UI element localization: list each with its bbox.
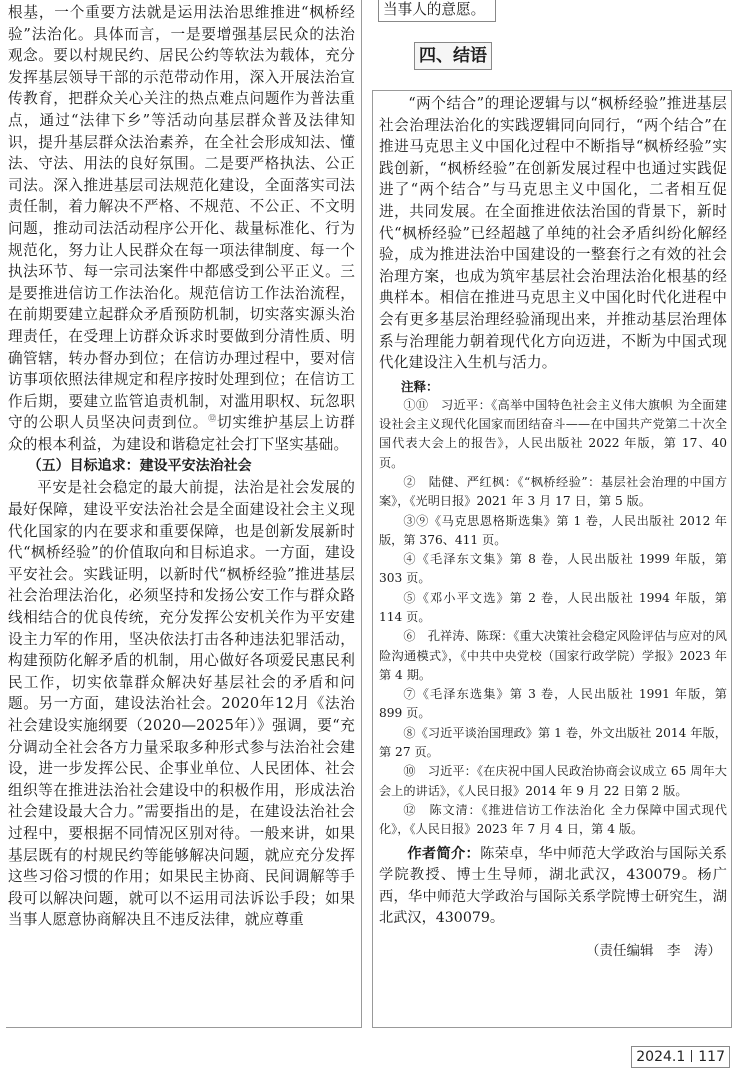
note-item: ④《毛泽东文集》第 8 卷，人民出版社 1999 年版，第 303 页。 <box>379 552 727 586</box>
continuation-text: 当事人的意愿。 <box>378 0 496 22</box>
note-item: ⑦《毛泽东选集》第 3 卷，人民出版社 1991 年版，第 899 页。 <box>379 687 727 721</box>
note-item: ② 陆健、严红枫：《“枫桥经验”：基层社会治理的中国方案》，《光明日报》2021 年 3 月 17 日，第 5 版。 <box>379 474 727 509</box>
note-item: ⑤《邓小平文选》第 2 卷，人民出版社 1994 年版，第 114 页。 <box>379 590 727 624</box>
note-item: ⑫ 陈文清：《推进信访工作法治化 全力保障中国式现代化》，《人民日报》2023 年 7 月 4 日，第 4 版。 <box>379 802 727 837</box>
author-bio: 作者简介：陈荣卓，华中师范大学政治与国际关系学院教授、博士生导师，湖北武汉，430079。杨广西，华中师范大学政治与国际关系学院博士研究生，湖北武汉，430079。 <box>379 845 727 927</box>
subsection-heading: （五）目标追求：建设平安法治社会 <box>27 458 252 475</box>
footer-divider <box>691 1050 692 1062</box>
conclusion-box <box>372 90 732 1028</box>
note-item: ⑩ 习近平：《在庆祝中国人民政治协商会议成立 65 周年大会上的讲话》，《人民日报》2014 年 9 月 22 日第 2 版。 <box>379 764 727 798</box>
note-item: ⑥ 孔祥涛、陈琛：《重大决策社会稳定风险评估与应对的风险沟通模式》，《中共中央党校（国家行政学院）学报》2023 年第 4 期。 <box>379 629 727 682</box>
conclusion-paragraph: “两个结合”的理论逻辑与以“枫桥经验”推进基层社会治理法治化的实践逻辑同向同行，“两个结合”在推进马克思主义中国化过程中不断指导“枫桥经验”实践创新，“枫桥经验”在创新发展过程中也通过实践促进了“两个结合”与马克思主义中国化，二者相互促进，共同发展。在全面推进依法治国的背景下，新时代“枫桥经验”已经超越了单纯的社会矛盾纠纷化解经验，成为推进法治中国建设的一整套行之有效的社会治理方案，也成为筑牢基层社会治理法治化根基的经典样本。相信在推进马克思主义中国化时代化进程中会有更多基层治理经验涌现出来，并推动基层治理体系与治理能力朝着现代化方向迈进，不断为中国式现代化建设注入生机与活力。 <box>379 95 727 372</box>
page-footer <box>631 1046 730 1068</box>
editor-credit: （责任编辑 李 涛） <box>586 942 721 959</box>
notes-label: 注释： <box>401 378 439 394</box>
author-label: 作者简介： <box>407 845 481 862</box>
section-title: 四、结语 <box>414 42 492 70</box>
note-item: ③⑨《马克思恩格斯选集》第 1 卷，人民出版社 2012 年版，第 376、411 页。 <box>379 513 727 547</box>
note-item: ⑧《习近平谈治国理政》第 1 卷，外文出版社 2014 年版，第 27 页。 <box>379 725 727 760</box>
body-paragraph: 根基，一个重要方法就是运用法治思维推进“枫桥经验”法治化。具体而言，一是要增强基层民众的法治观念。要以村规民约、居民公约等软法为载体，充分发挥基层领导干部的示范带动作用，深入开展法治宣传教育，把群众关心关注的热点难点问题作为普法重点，通过“法律下乡”等活动向基层群众普及法律知识，提升基层群众法治素养，在全社会形成知法、懂法、守法、用法的良好氛围。二是要严格执法、公正司法。深入推进基层司法规范化建设，全面落实司法责任制，着力解决不严格、不规范、不公正、不文明问题，推动司法活动程序公开化、裁量标准化、行为规范化，努力让人民群众在每一项法律制度、每一个执法环节、每一宗司法案件中都感受到公平正义。三是要推进信访工作法治化。规范信访工作法治流程，在前期要建立起群众矛盾预防机制，切实落实源头治理责任，在受理上访群众诉求时要做到分清性质、明确管辖，转办督办到位；在信访办理过程中，要对信访事项依照法律规定和程序按时处理到位；在信访工作后期，要建立监管追责机制，对滥用职权、玩忽职守的公职人员坚决问责到位。⑫切实维护基层上访群众的根本利益，为建设和谐稳定社会打下坚实基础。 <box>8 4 355 453</box>
note-item: ①⑪ 习近平：《高举中国特色社会主义伟大旗帜 为全面建设社会主义现代化国家而团结奋斗——在中国共产党第二十次全国代表大会上的报告》，人民出版社 2022 年版，第 17、40 页。 <box>379 397 727 470</box>
page-number: 117 <box>698 1049 725 1065</box>
issue-number: 2024.1 <box>636 1049 686 1065</box>
notes-list <box>379 396 727 840</box>
right-column <box>372 0 732 1028</box>
body-paragraph: 平安是社会稳定的最大前提，法治是社会发展的最好保障，建设平安法治社会是全面建设社会主义现代化国家的内在要求和重要保障，也是创新发展新时代“枫桥经验”的价值取向和目标追求。一方面，建设平安社会。实践证明，以新时代“枫桥经验”推进基层社会治理法治化，必须坚持和发扬公安工作与群众路线相结合的优良传统，充分发挥公安机关作为平安建设主力军的作用，坚决依法打击各种违法犯罪活动，构建预防化解矛盾的机制，用心做好各项爱民惠民利民工作，切实依靠群众解决好基层社会的矛盾和问题。另一方面，建设法治社会。2020年12月《法治社会建设实施纲要（2020—2025年）》强调，要“充分调动全社会各方力量采取多种形式参与法治社会建设，进一步发挥公民、企事业单位、人民团体、社会组织等在推进法治社会建设中的积极作用，形成法治社会建设最大合力。”需要指出的是，在建设法治社会过程中，要根据不同情况区别对待。一般来讲，如果基层既有的村规民约等能够解决问题，就应充分发挥这些习俗习惯的作用；如果民主协商、民间调解等手段可以解决问题，就可以不运用司法诉讼手段；如果当事人愿意协商解决且不违反法律，就应尊重 <box>8 479 355 929</box>
footnote-ref[interactable]: ⑫ <box>208 414 217 424</box>
left-column <box>6 0 362 1028</box>
